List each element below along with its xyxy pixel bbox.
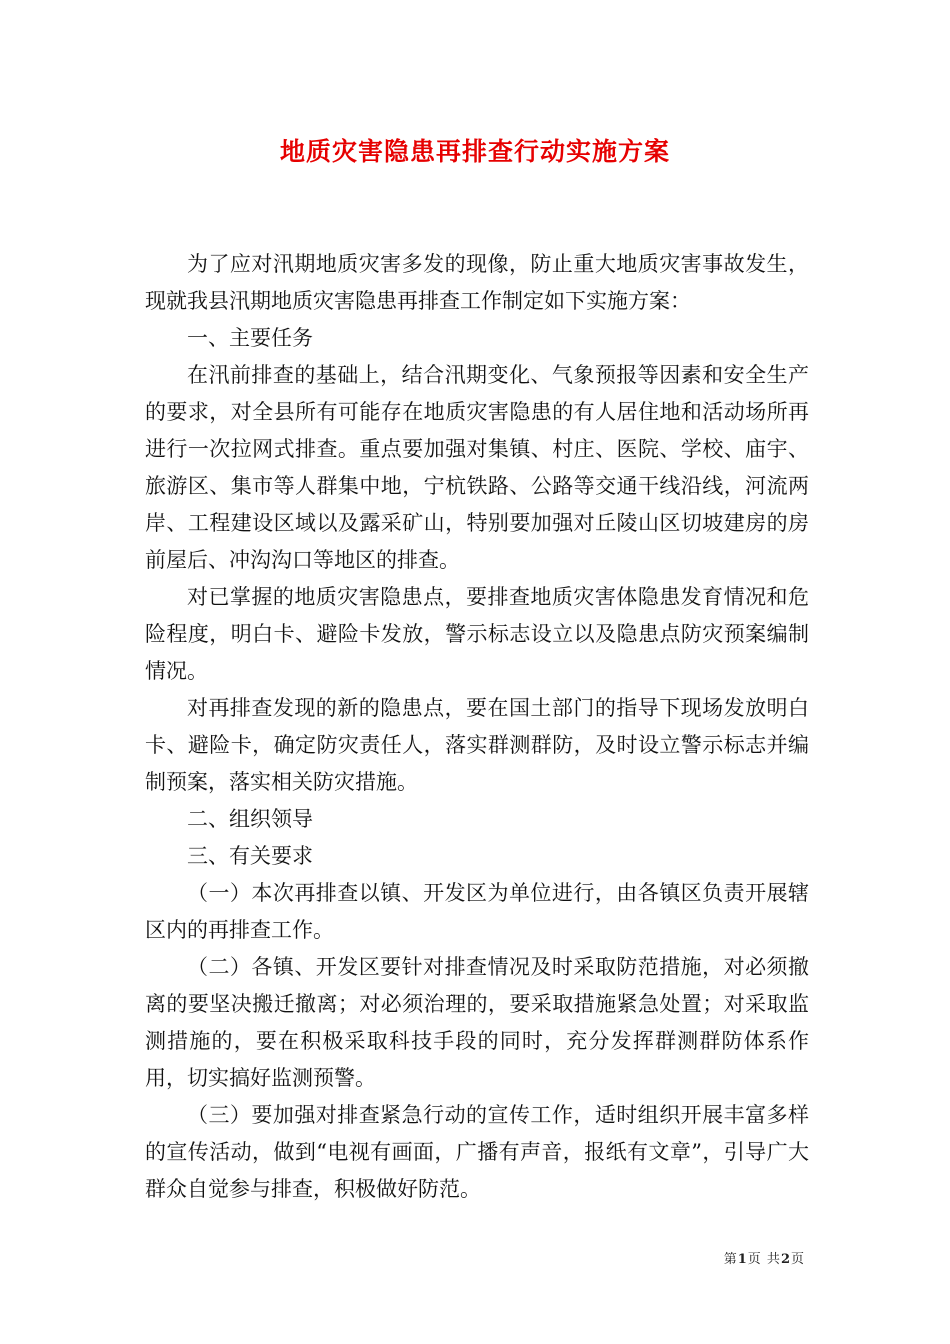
current-page-number: 1 (737, 1252, 748, 1267)
footer-prefix: 第 (723, 1252, 738, 1267)
requirement-item-2: （二）各镇、开发区要针对排查情况及时采取防范措施，对必须撤离的要坚决搬迁撤离；对必须治理的，要采取措施紧急处置；对采取监测措施的，要在积极采取科技手段的同时，充分发挥群测群防体系作用，切实搞好监测预警。 (145, 955, 809, 1090)
footer-middle: 页 共 (747, 1252, 781, 1267)
footer-suffix: 页 (790, 1252, 805, 1267)
section-heading-main-tasks: 一、主要任务 (187, 326, 313, 350)
document-title: 地质灾害隐患再排查行动实施方案 (279, 137, 670, 166)
total-page-number: 2 (780, 1252, 791, 1267)
section-heading-requirements: 三、有关要求 (187, 844, 313, 868)
requirement-item-1: （一）本次再排查以镇、开发区为单位进行，由各镇区负责开展辖区内的再排查工作。 (145, 881, 809, 942)
section-heading-leadership: 二、组织领导 (187, 807, 313, 831)
page-number-footer (724, 1248, 805, 1267)
requirement-item-3: （三）要加强对排查紧急行动的宣传工作，适时组织开展丰富多样的宣传活动，做到“电视有画面，广播有声音，报纸有文章”，引导广大群众自觉参与排查，积极做好防范。 (145, 1103, 809, 1201)
document-body (145, 246, 809, 1208)
paragraph-known-hazards: 对已掌握的地质灾害隐患点，要排查地质灾害体隐患发育情况和危险程度，明白卡、避险卡发放，警示标志设立以及隐患点防灾预案编制情况。 (145, 585, 809, 683)
paragraph-main-tasks: 在汛前排查的基础上，结合汛期变化、气象预报等因素和安全生产的要求，对全县所有可能存在地质灾害隐患的有人居住地和活动场所再进行一次拉网式排查。重点要加强对集镇、村庄、医院、学校、庙宇、旅游区、集市等人群集中地，宁杭铁路、公路等交通干线沿线，河流两岸、工程建设区域以及露采矿山，特别要加强对丘陵山区切坡建房的房前屋后、冲沟沟口等地区的排查。 (145, 363, 809, 572)
paragraph-new-hazards: 对再排查发现的新的隐患点，要在国土部门的指导下现场发放明白卡、避险卡，确定防灾责任人，落实群测群防，及时设立警示标志并编制预案，落实相关防灾措施。 (145, 696, 809, 794)
paragraph-intro: 为了应对汛期地质灾害多发的现像，防止重大地质灾害事故发生，现就我县汛期地质灾害隐患再排查工作制定如下实施方案： (145, 252, 809, 313)
